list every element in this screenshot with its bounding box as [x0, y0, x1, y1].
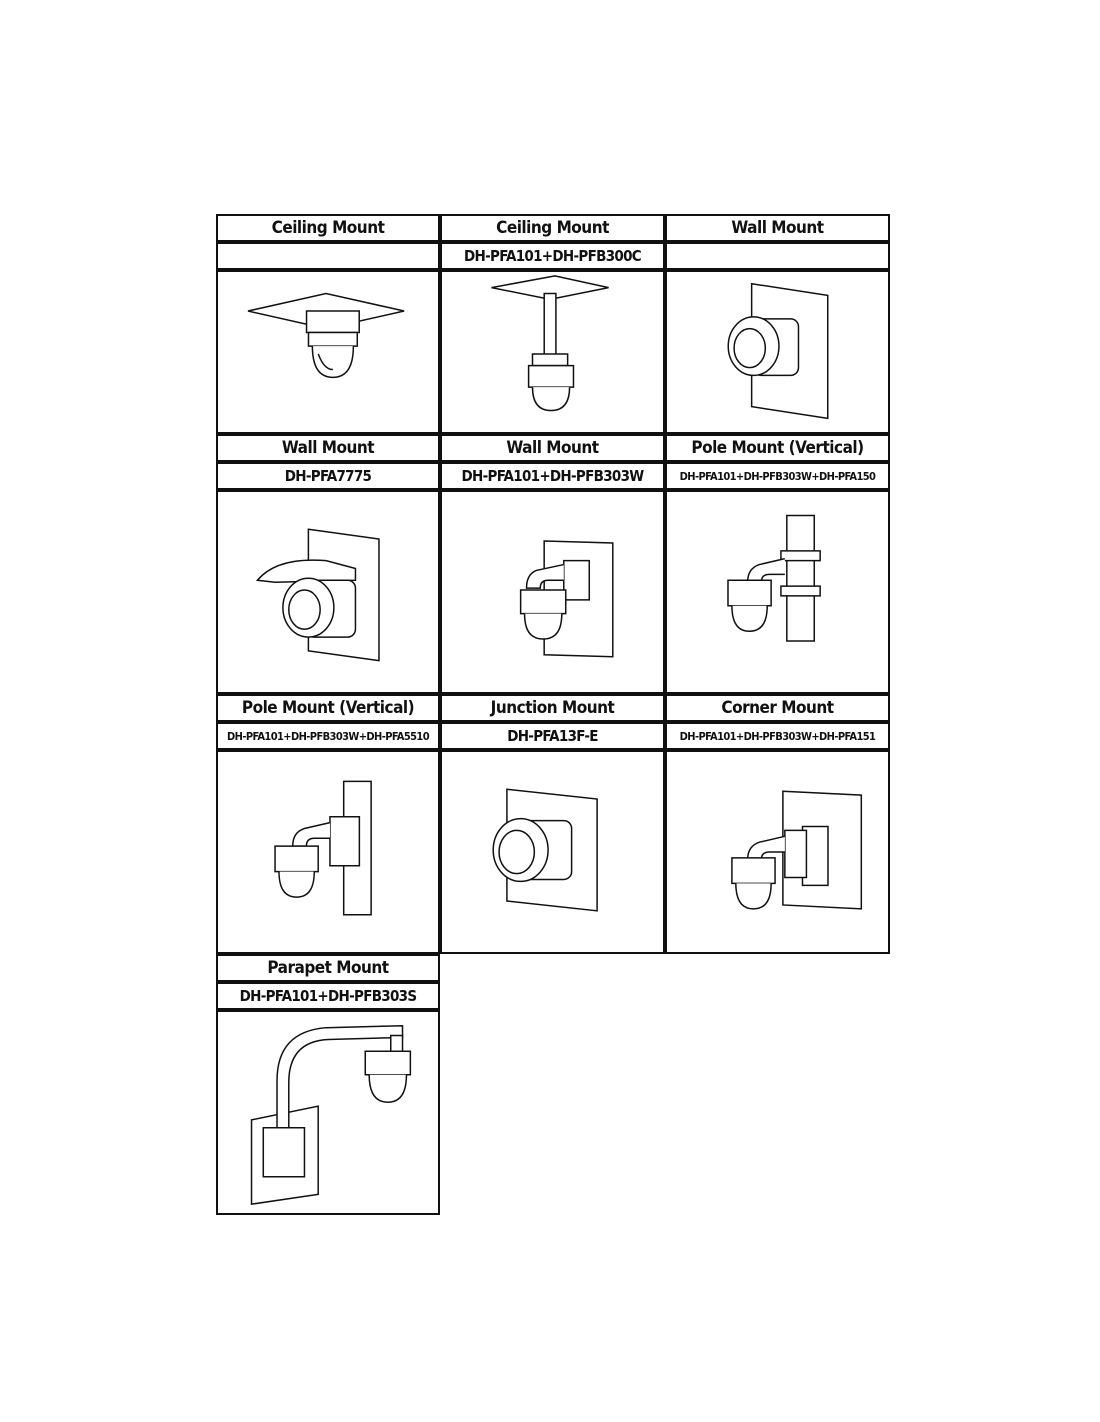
mount-title: Parapet Mount: [216, 954, 440, 982]
mount-cell-4: [216, 434, 440, 694]
wall-mount-hood-illustration: [216, 490, 440, 694]
mount-cell-2: [440, 214, 665, 434]
junction-mount-illustration: [440, 750, 665, 954]
ceiling-pendant-mount-illustration: [440, 270, 665, 434]
mount-model: DH-PFA101+DH-PFB303W+DH-PFA150: [665, 462, 890, 490]
wall-mount-illustration: [665, 270, 890, 434]
parapet-mount-illustration: [216, 1010, 440, 1215]
mount-table: [216, 214, 890, 1215]
mount-title: Ceiling Mount: [440, 214, 665, 242]
mount-cell-5: [440, 434, 665, 694]
mount-cell-1: [216, 214, 440, 434]
mount-model: DH-PFA7775: [216, 462, 440, 490]
corner-mount-illustration: [665, 750, 890, 954]
mount-title: Pole Mount (Vertical): [216, 694, 440, 722]
mount-model: DH-PFA101+DH-PFB303W: [440, 462, 665, 490]
mount-cell-10: [216, 954, 440, 1215]
mount-cell-7: [216, 694, 440, 954]
mount-model: DH-PFA13F-E: [440, 722, 665, 750]
mount-model: [216, 242, 440, 270]
mount-cell-8: [440, 694, 665, 954]
mount-title: Corner Mount: [665, 694, 890, 722]
mount-cell-9: [665, 694, 890, 954]
mount-title: Wall Mount: [440, 434, 665, 462]
mount-cell-3: [665, 214, 890, 434]
mount-model: DH-PFA101+DH-PFB303W+DH-PFA151: [665, 722, 890, 750]
mount-title: Wall Mount: [665, 214, 890, 242]
pole-mount-alt-illustration: [216, 750, 440, 954]
mount-model: DH-PFA101+DH-PFB303W+DH-PFA5510: [216, 722, 440, 750]
mount-cell-6: [665, 434, 890, 694]
mount-model: [665, 242, 890, 270]
mount-title: Junction Mount: [440, 694, 665, 722]
mount-model: DH-PFA101+DH-PFB303S: [216, 982, 440, 1010]
mount-title: Wall Mount: [216, 434, 440, 462]
pole-mount-illustration: [665, 490, 890, 694]
mount-title: Pole Mount (Vertical): [665, 434, 890, 462]
mount-title: Ceiling Mount: [216, 214, 440, 242]
ceiling-mount-illustration: [216, 270, 440, 434]
mount-model: DH-PFA101+DH-PFB300C: [440, 242, 665, 270]
wall-bracket-mount-illustration: [440, 490, 665, 694]
